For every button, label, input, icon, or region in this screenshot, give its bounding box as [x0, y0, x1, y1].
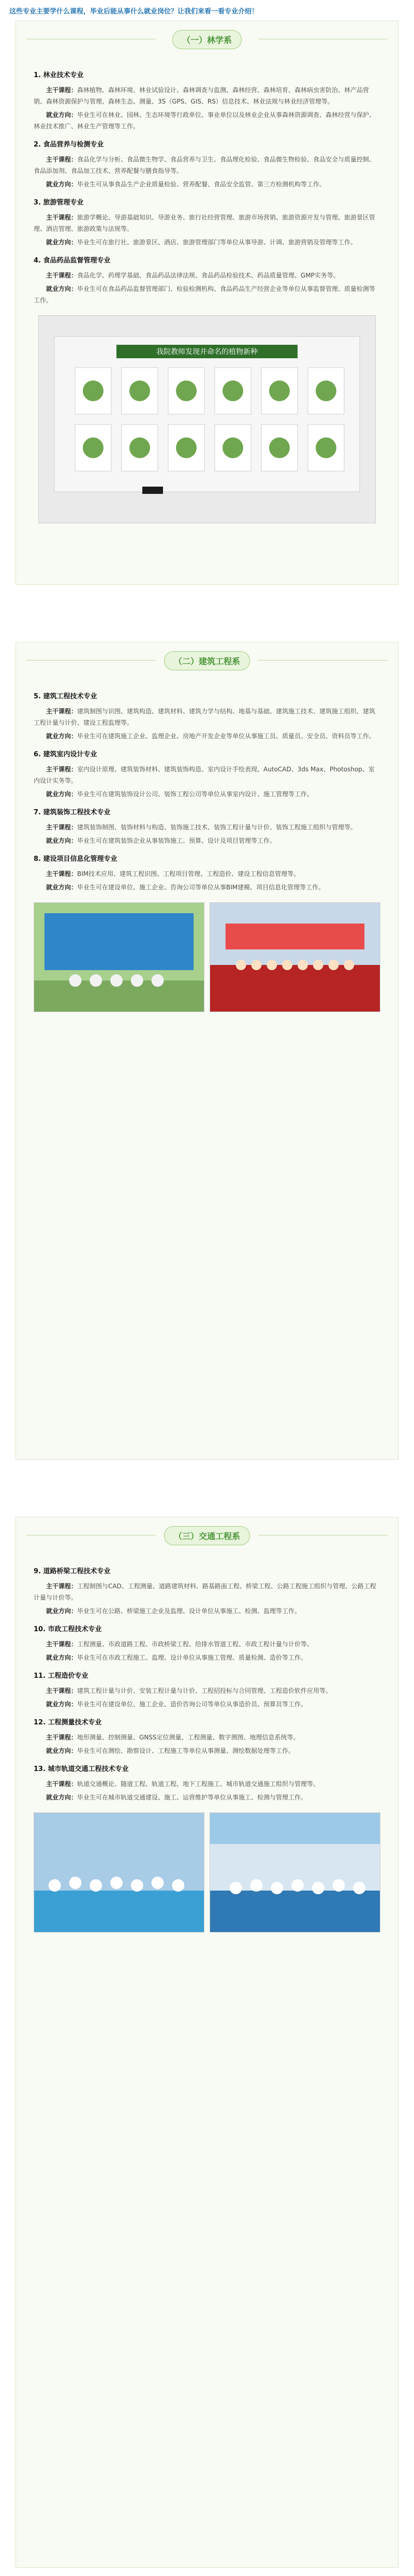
label: 就业方向：: [46, 884, 78, 891]
label: 就业方向：: [46, 1607, 78, 1615]
photo-block: [34, 1812, 380, 1933]
main-courses: 建筑装饰制图、装饰材料与构造、装饰施工技术、装饰工程计量与计价、装饰工程施工组织与管理等。: [77, 824, 357, 831]
graduation-photo-right: [210, 1812, 380, 1933]
label: 就业方向：: [46, 791, 78, 798]
main-courses: 轨道交通概论、隧道工程、轨道工程、地下工程施工、城市轨道交通施工组织与管理等。: [77, 1780, 320, 1788]
employment: 毕业生可在测绘、勘察设计、工程施工等单位从事测量、测绘数据处理等工作。: [77, 1747, 295, 1754]
label: 就业方向：: [46, 181, 78, 188]
employment: 毕业生可在建筑装饰企业从事装饰施工、预算、设计及项目管理等工作。: [77, 837, 276, 844]
graduation-image-right: [210, 1813, 380, 1932]
label: 主干课程：: [46, 214, 78, 221]
major-title: 1. 林业技术专业: [34, 71, 84, 79]
competition-photo-left: [34, 902, 204, 1012]
main-courses: 森林植物、森林环境、林业试验设计、森林调查与监测、森林经营、森林培育、森林病虫害防治、林产品营销、森林资源保护与管理、森林生态、测量、3S（GPS、GIS、RS）信息技术、林业法规与林业经济管理等。: [34, 86, 369, 105]
main-courses: 工程测量、市政道路工程、市政桥梁工程、给排水管道工程、市政工程计量与计价等。: [77, 1641, 314, 1648]
major-item: [34, 691, 380, 742]
main-courses: 室内设计原理、建筑装饰材料、建筑装饰构造、室内设计手绘表现、AutoCAD、3ds Max、Photoshop、室内设计实务等。: [34, 766, 375, 784]
photo-block: [34, 902, 380, 1012]
major-title: 3. 旅游管理专业: [34, 199, 84, 207]
major-title: 9. 道路桥梁工程技术专业: [34, 1568, 111, 1575]
graduation-image-left: [34, 1813, 204, 1932]
main-courses: 建筑制图与识图、建筑构造、建筑材料、建筑力学与结构、地基与基础、建筑施工技术、建筑施工组织、建筑工程计量与计价、建设工程监理等。: [34, 708, 376, 726]
section-architecture: [16, 642, 398, 1460]
team-photo-image: [210, 903, 380, 1012]
major-title: 5. 建筑工程技术专业: [34, 693, 97, 700]
employment: 毕业生可在林业、园林、生态环境等行政单位、事业单位以及林业企业从事森林资源调查、森林经营与保护、林业技术推广、林业生产管理等工作。: [34, 111, 376, 130]
label: 主干课程：: [46, 86, 78, 94]
label: 就业方向：: [46, 1747, 78, 1754]
employment: 毕业生可在市政工程施工、监理、设计单位从事施工管理、质量检测、造价等工作。: [77, 1654, 307, 1661]
label: 主干课程：: [46, 824, 78, 831]
major-title: 11. 工程造价专业: [34, 1672, 88, 1680]
employment: 毕业生可在建筑施工企业、监理企业、房地产开发企业等单位从事施工员、质量员、安全员、资料员等工作。: [77, 733, 376, 740]
main-courses: 工程制图与CAD、工程测量、道路建筑材料、路基路面工程、桥梁工程、公路工程施工组织与管理、公路工程计量与计价等。: [34, 1583, 376, 1601]
major-title: 6. 建筑室内设计专业: [34, 751, 97, 758]
label: 就业方向：: [46, 285, 78, 292]
major-title: 10. 市政工程技术专业: [34, 1626, 102, 1633]
label: 主干课程：: [46, 156, 78, 163]
main-courses: BIM技术应用、建筑工程识图、工程项目管理、工程造价、建设工程信息管理等。: [77, 870, 300, 877]
plant-species-photo: [38, 315, 376, 523]
label: 就业方向：: [46, 1701, 78, 1708]
section-header: [16, 642, 398, 679]
intro-text: 这些专业主要学什么课程，毕业后能从事什么就业岗位？让我们来看一看专业介绍！: [0, 0, 414, 21]
employment: 毕业生可在食品药品监督管理部门、检验检测机构、食品药品生产经营企业等单位从事监督管理、质量检测等工作。: [34, 285, 376, 304]
label: 主干课程：: [46, 1780, 78, 1788]
section-transportation: [16, 1517, 398, 2568]
main-courses: 地形测量、控制测量、GNSS定位测量、工程测量、数字测图、地理信息系统等。: [77, 1734, 300, 1741]
section-title: （三）交通工程系: [164, 1526, 250, 1545]
major-title: 8. 建设项目信息化管理专业: [34, 855, 117, 863]
major-title: 4. 食品药品监督管理专业: [34, 257, 111, 265]
major-item: [34, 1764, 380, 1803]
label: 主干课程：: [46, 708, 78, 715]
group-photo-image: [34, 903, 204, 1012]
employment: 毕业生可在建设单位、施工企业、造价咨询公司等单位从事造价员、预算员等工作。: [77, 1701, 307, 1708]
employment: 毕业生可在城市轨道交通建设、施工、运营维护等单位从事施工、检测与管理工作。: [77, 1794, 307, 1801]
label: 就业方向：: [46, 1794, 78, 1801]
major-item: [34, 70, 380, 132]
photo-block: [34, 315, 380, 523]
major-item: [34, 1717, 380, 1757]
main-courses: 食品化学、药理学基础、食品药品法律法规、食品药品检验技术、药品质量管理、GMP实务等。: [77, 272, 339, 279]
section-title: （一）林学系: [172, 30, 242, 49]
section-title: （二）建筑工程系: [164, 651, 250, 670]
graduation-photo-left: [34, 1812, 204, 1933]
major-item: [34, 749, 380, 800]
label: 就业方向：: [46, 1654, 78, 1661]
employment: 毕业生可在公路、桥梁施工企业及监理、设计单位从事施工、检测、监理等工作。: [77, 1607, 301, 1615]
photo-caption: 我院教师发现并命名的植物新种: [156, 348, 258, 356]
label: 主干课程：: [46, 1687, 78, 1694]
major-item: [34, 1671, 380, 1710]
employment: 毕业生可从事食品生产企业质量检验、营养配餐、食品安全监管、第三方检测机构等工作。: [77, 181, 326, 188]
major-item: [34, 255, 380, 306]
major-title: 12. 工程测量技术专业: [34, 1719, 102, 1726]
major-title: 13. 城市轨道交通工程技术专业: [34, 1765, 129, 1773]
label: 主干课程：: [46, 766, 78, 773]
plant-species-image: [39, 316, 375, 523]
major-item: [34, 854, 380, 893]
major-title: 2. 食品营养与检测专业: [34, 141, 104, 149]
section-header: [16, 1517, 398, 1554]
label: 主干课程：: [46, 870, 78, 877]
main-courses: 食品化学与分析、食品微生物学、食品营养与卫生、食品理化检验、食品微生物检验、食品安全与质量控制、食品添加剂、食品加工技术、营养配餐与膳食指导等。: [34, 156, 376, 174]
competition-photo-right: [210, 902, 380, 1012]
major-item: [34, 139, 380, 190]
major-item: [34, 1566, 380, 1617]
employment: 毕业生可在建筑装饰设计公司、装饰工程公司等单位从事室内设计、施工管理等工作。: [77, 791, 314, 798]
label: 就业方向：: [46, 111, 78, 119]
section-forestry: [16, 21, 398, 585]
major-item: [34, 197, 380, 248]
label: 主干课程：: [46, 1734, 78, 1741]
label: 主干课程：: [46, 272, 78, 279]
label: 就业方向：: [46, 733, 78, 740]
employment: 毕业生可在建设单位、施工企业、咨询公司等单位从事BIM建模、项目信息化管理等工作。: [77, 884, 325, 891]
main-courses: 建筑工程计量与计价、安装工程计量与计价、工程招投标与合同管理、工程造价软件应用等。: [77, 1687, 332, 1694]
label: 主干课程：: [46, 1641, 78, 1648]
employment: 毕业生可在旅行社、旅游景区、酒店、旅游管理部门等单位从事导游、计调、旅游营销及管理等工作。: [77, 239, 357, 246]
section-header: [16, 21, 398, 57]
label: 主干课程：: [46, 1583, 78, 1590]
label: 就业方向：: [46, 837, 78, 844]
label: 就业方向：: [46, 239, 78, 246]
major-item: [34, 1624, 380, 1663]
major-item: [34, 807, 380, 846]
major-title: 7. 建筑装饰工程技术专业: [34, 809, 111, 816]
main-courses: 旅游学概论、导游基础知识、导游业务、旅行社经营管理、旅游市场营销、旅游资源开发与管理、旅游景区管理、酒店管理、旅游政策与法规等。: [34, 214, 376, 232]
